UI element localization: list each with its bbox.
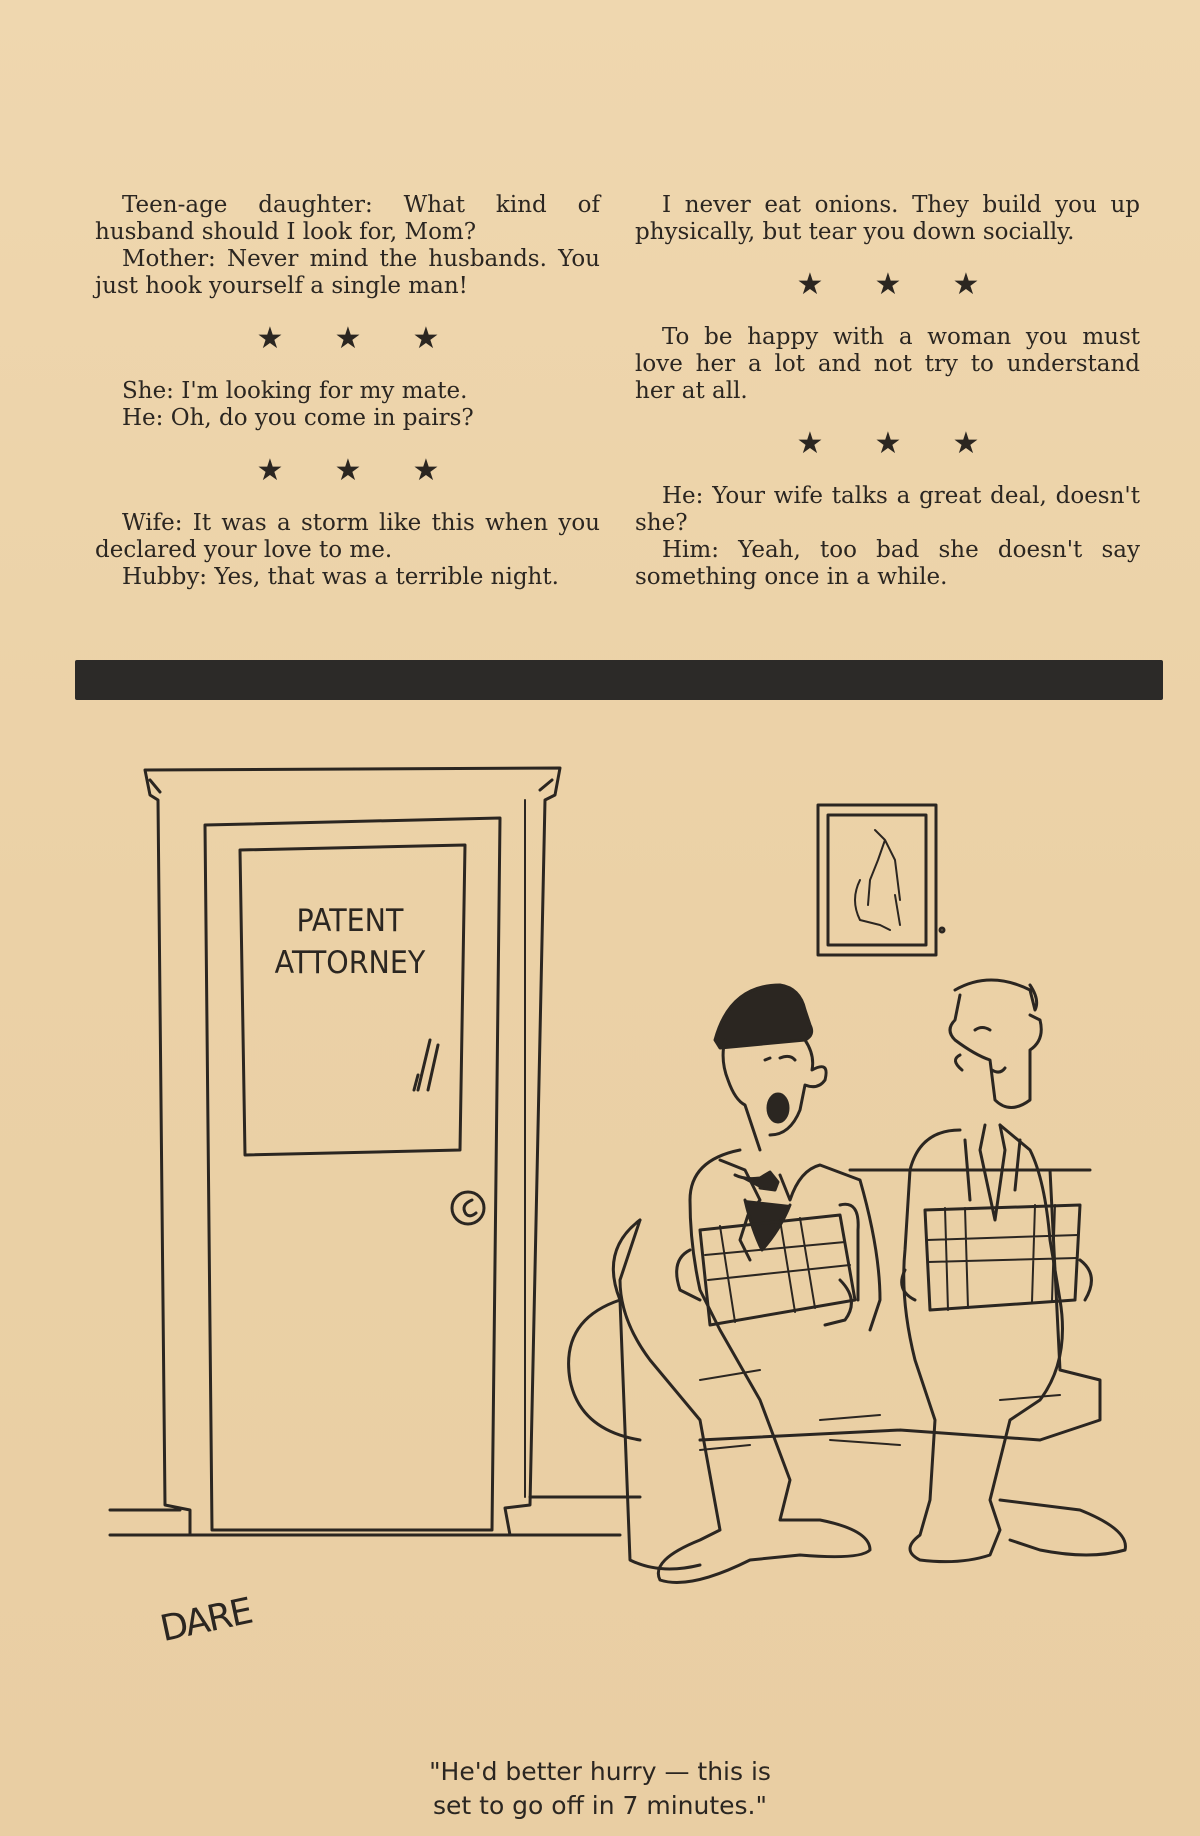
door-window — [240, 845, 465, 1155]
star-separator — [635, 427, 1140, 461]
star-separator — [95, 454, 600, 488]
joke-line: He: Oh, do you come in pairs? — [122, 405, 474, 431]
man-right — [950, 980, 1041, 1108]
star-icon: ★ — [796, 267, 824, 302]
section-divider-bar — [75, 660, 1163, 700]
star-icon: ★ — [874, 267, 902, 302]
cartoon-illustration — [0, 700, 1200, 1700]
star-icon: ★ — [874, 426, 902, 461]
jokes-right-column — [635, 192, 1140, 591]
artist-signature: DARE — [156, 1590, 255, 1651]
door-sign — [250, 900, 450, 984]
caption-line: "He'd better hurry — this is — [429, 1757, 771, 1786]
joke-line: Hubby: Yes, that was a terrible night. — [122, 564, 559, 590]
star-icon: ★ — [952, 426, 980, 461]
couch — [569, 1170, 1100, 1569]
joke-mate-pairs — [95, 378, 600, 432]
joke-storm-night — [95, 510, 600, 591]
cartoon-caption — [350, 1755, 850, 1823]
star-icon: ★ — [412, 321, 440, 356]
man-left — [715, 985, 812, 1048]
joke-line: Mother: Never mind the husbands. You just hook yourself a single man! — [95, 246, 600, 299]
joke-line: I never eat onions. They build you up physically, but tear you down socially. — [635, 192, 1140, 245]
jokes-left-column — [95, 192, 600, 591]
star-icon: ★ — [256, 321, 284, 356]
joke-line: To be happy with a woman you must love her a lot and not try to understand her at all. — [635, 324, 1140, 404]
door-sign-line: PATENT — [296, 903, 404, 939]
door-knob — [452, 1192, 484, 1224]
star-icon: ★ — [796, 426, 824, 461]
joke-line: Wife: It was a storm like this when you declared your love to me. — [95, 510, 600, 563]
joke-line: Him: Yeah, too bad she doesn't say something once in a while. — [635, 537, 1140, 590]
joke-onions — [635, 192, 1140, 246]
caption-line: set to go off in 7 minutes." — [432, 1791, 767, 1820]
joke-happy-woman — [635, 324, 1140, 405]
door-sign-line: ATTORNEY — [274, 945, 426, 981]
joke-wife-talks — [635, 483, 1140, 591]
joke-line: He: Your wife talks a great deal, doesn't she? — [635, 483, 1140, 536]
joke-daughter-husband — [95, 192, 600, 300]
star-icon: ★ — [952, 267, 980, 302]
jokes-section — [95, 192, 1140, 591]
star-icon: ★ — [412, 453, 440, 488]
joke-line: Teen-age daughter: What kind of husband should I look for, Mom? — [95, 192, 600, 245]
star-separator — [95, 322, 600, 356]
wall-picture — [818, 805, 936, 955]
star-separator — [635, 268, 1140, 302]
star-icon: ★ — [334, 453, 362, 488]
star-icon: ★ — [334, 321, 362, 356]
joke-line: She: I'm looking for my mate. — [122, 378, 468, 404]
star-icon: ★ — [256, 453, 284, 488]
